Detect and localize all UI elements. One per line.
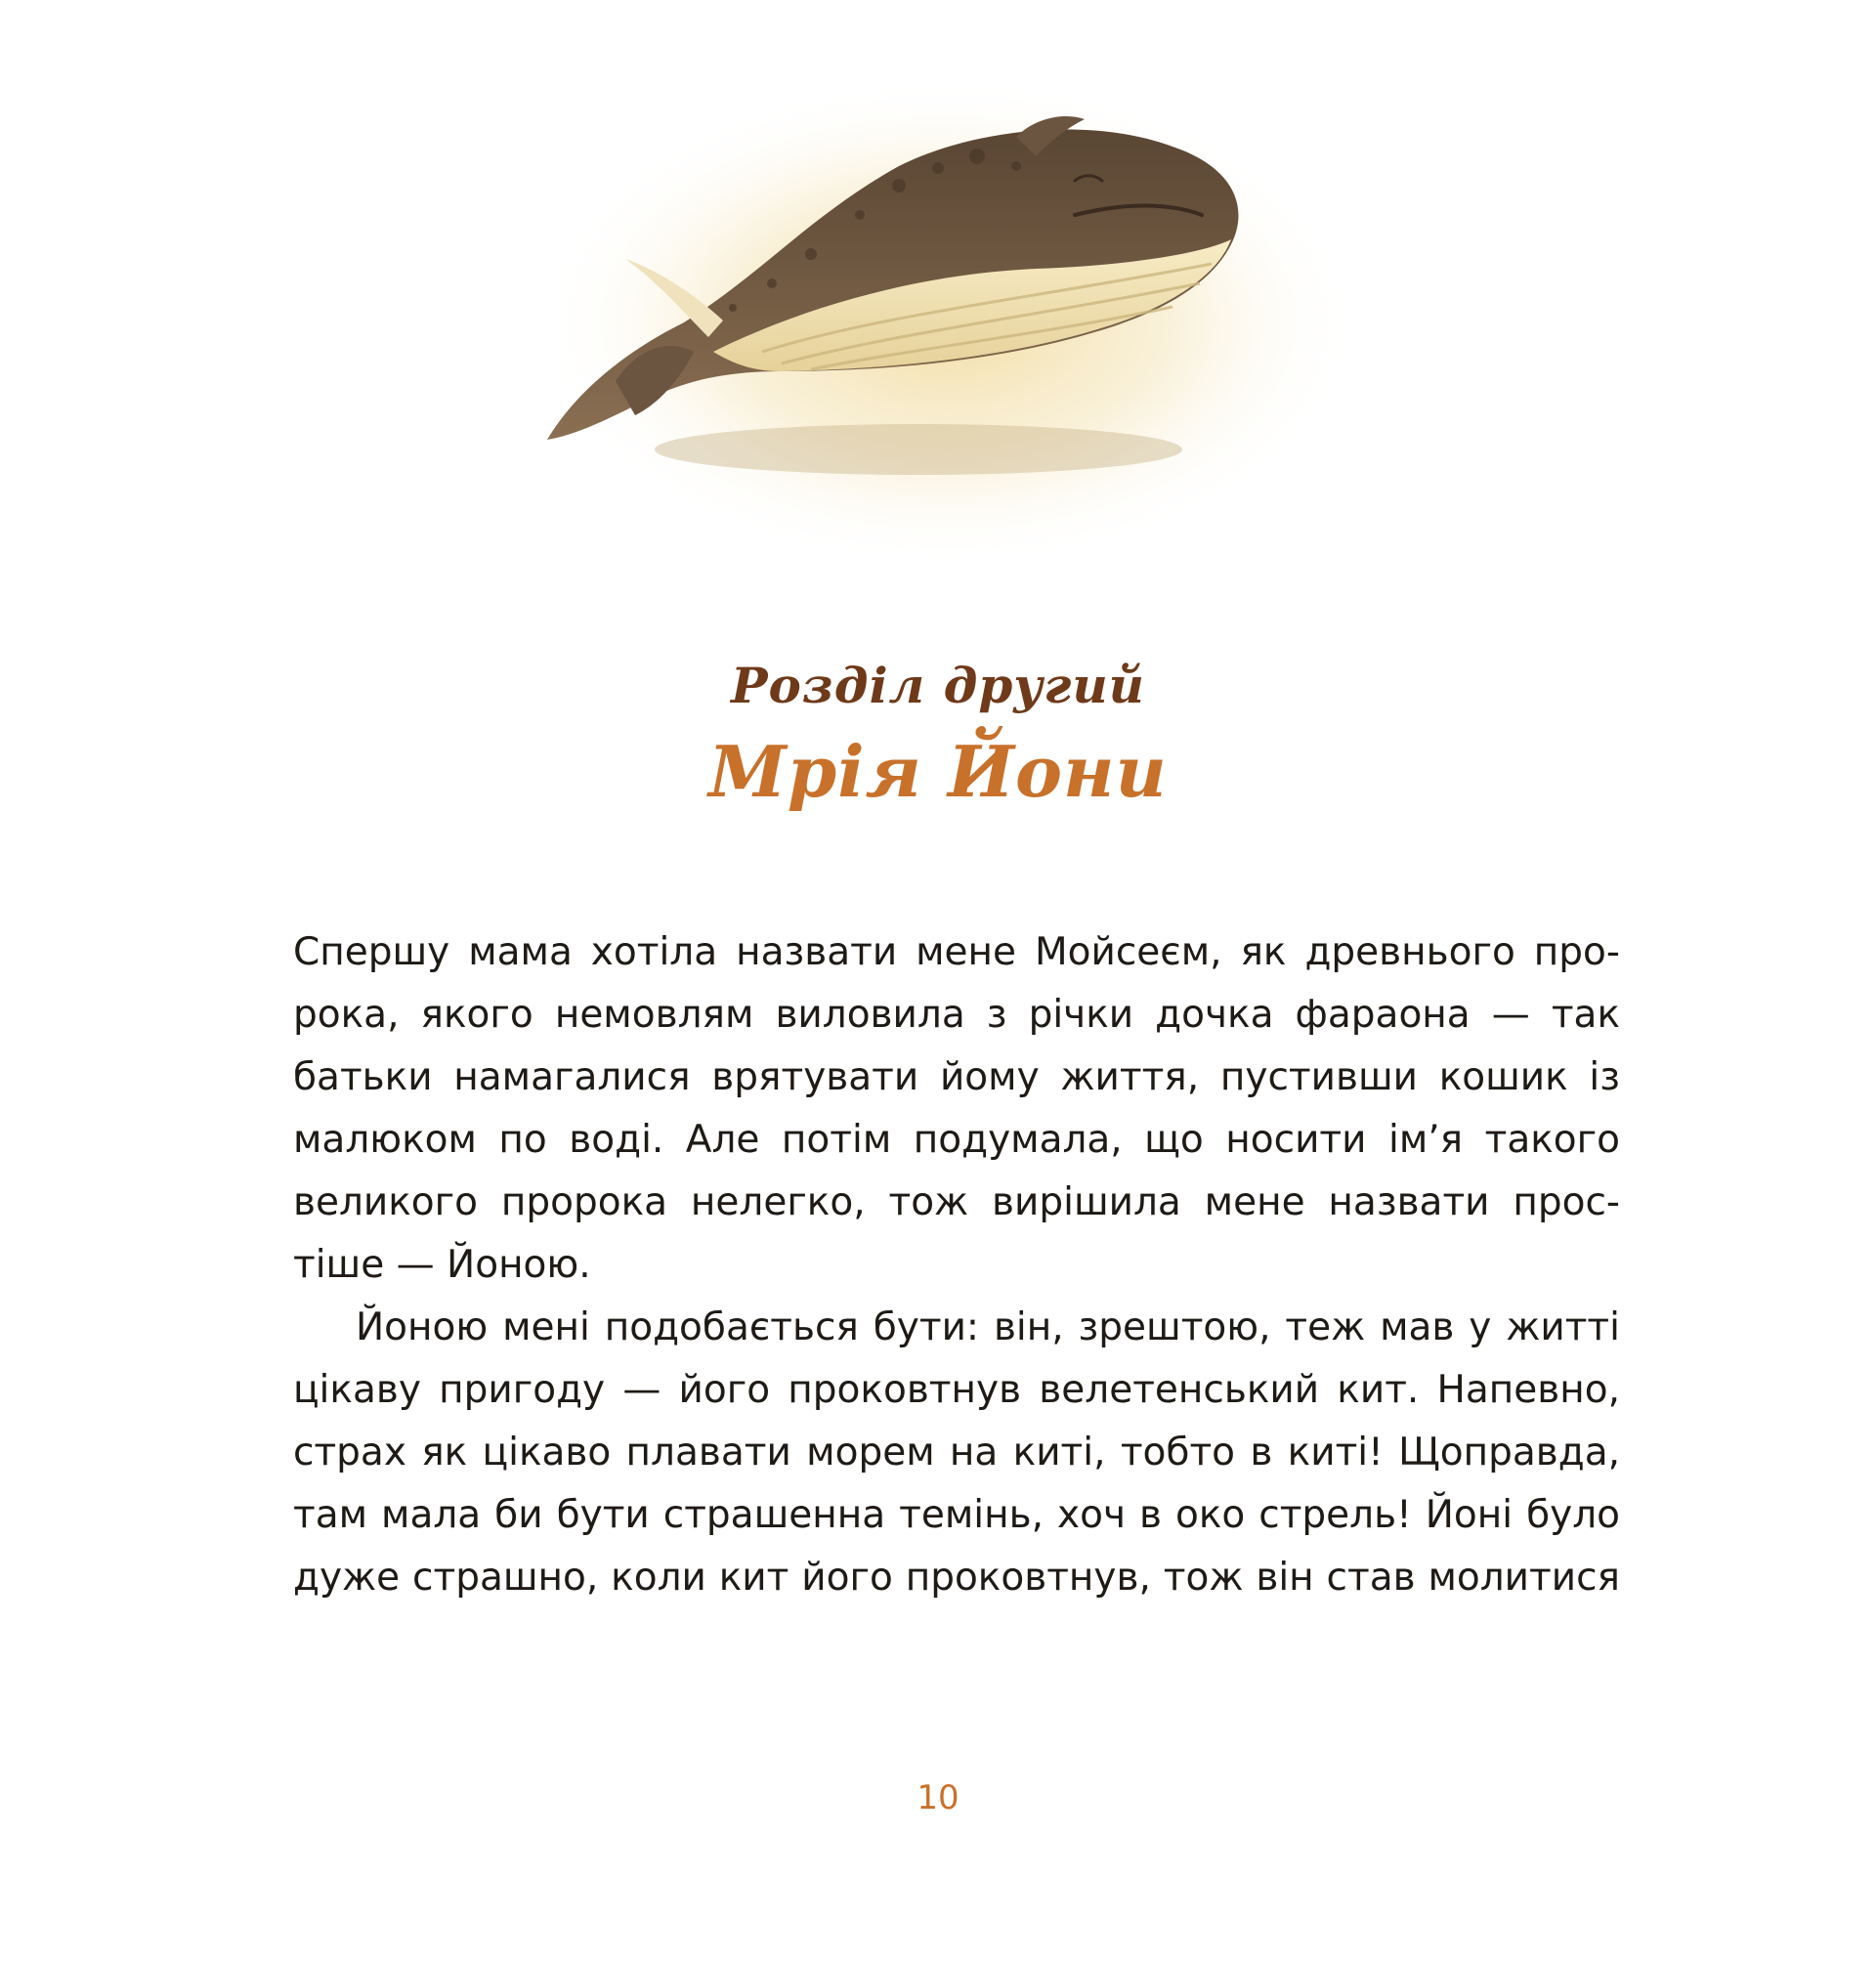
text-line: страх як цікаво плавати морем на киті, тобто в киті! Щоправда, bbox=[293, 1431, 1620, 1474]
text-line: тіше — Йоною. bbox=[293, 1243, 591, 1287]
text-line: малюком по воді. Але потім подумала, що носити ім’я такого bbox=[293, 1118, 1620, 1162]
text-line: рока, якого немовлям виловила з річки дочка фараона — так bbox=[293, 993, 1620, 1037]
text-line: батьки намагалися врятувати йому життя, пустивши кошик із bbox=[293, 1055, 1620, 1099]
text-line: Йоною мені подобається бути: він, зрештою, теж мав у житті bbox=[356, 1305, 1620, 1349]
text-line: великого пророка нелегко, тож вирішила мене назвати прос- bbox=[293, 1180, 1620, 1224]
whale-illustration bbox=[489, 59, 1387, 606]
text-line: Спершу мама хотіла назвати мене Мойсеєм, як древнього про- bbox=[293, 930, 1620, 974]
chapter-label: Розділ другий bbox=[730, 657, 1146, 714]
text-line: цікаву пригоду — його проковтнув велетенський кит. Напевно, bbox=[293, 1368, 1620, 1412]
page-number: 10 bbox=[917, 1778, 959, 1817]
body-text bbox=[293, 921, 1620, 1609]
chapter-title: Мрія Йони bbox=[708, 730, 1168, 813]
text-line: там мала би бути страшенна темінь, хоч в око стрель! Йоні було bbox=[293, 1493, 1620, 1537]
chapter-heading bbox=[0, 655, 1876, 821]
text-line: дуже страшно, коли кит його проковтнув, тож він став молитися bbox=[293, 1556, 1620, 1600]
